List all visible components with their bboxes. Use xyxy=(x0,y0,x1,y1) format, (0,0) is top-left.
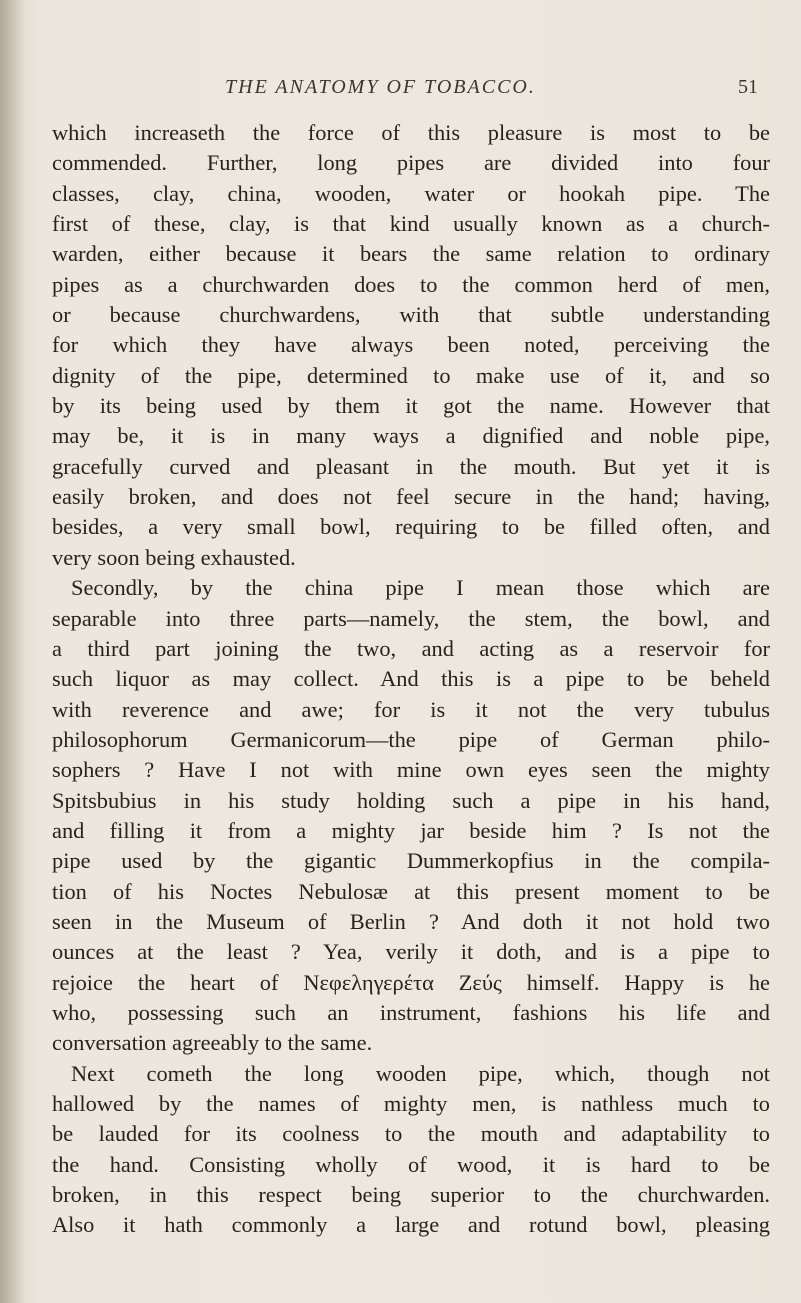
text-line: classes, clay, china, wooden, water or hookah pipe. The xyxy=(52,180,770,206)
text-line: conversation agreeably to the same. xyxy=(52,1030,373,1056)
text-line: warden, either because it bears the same relation to ordinary xyxy=(52,241,770,267)
text-line: who, possessing such an instrument, fashions his life and xyxy=(52,999,770,1025)
text-line: broken, in this respect being superior to the churchwarden. xyxy=(52,1182,770,1208)
text-line: easily broken, and does not feel secure in the hand; having, xyxy=(52,484,770,510)
text-line: a third part joining the two, and acting as a reservoir for xyxy=(52,635,770,661)
text-line: sophers ? Have I not with mine own eyes seen the mighty xyxy=(52,757,770,783)
text-line: which increaseth the force of this pleasure is most to be xyxy=(52,120,770,145)
text-line: may be, it is in many ways a dignified and noble pipe, xyxy=(52,423,770,449)
text-line: by its being used by them it got the name. However that xyxy=(52,393,770,419)
text-line: first of these, clay, is that kind usually known as a church- xyxy=(52,211,770,237)
text-line: Spitsbubius in his study holding such a pipe in his hand, xyxy=(52,787,770,813)
text-line: commended. Further, long pipes are divided into four xyxy=(52,150,770,176)
text-line: rejoice the heart of Νεφεληγερέτα Ζεύς himself. Happy is he xyxy=(52,969,770,995)
paragraph-first-line: Next cometh the long wooden pipe, which, though not xyxy=(71,1060,770,1086)
text-line: gracefully curved and pleasant in the mouth. But yet it is xyxy=(52,453,770,479)
text-line: the hand. Consisting wholly of wood, it is hard to be xyxy=(52,1151,770,1177)
text-line: for which they have always been noted, perceiving the xyxy=(52,332,770,358)
text-line: pipes as a churchwarden does to the common herd of men, xyxy=(52,271,770,297)
text-line: such liquor as may collect. And this is a pipe to be beheld xyxy=(52,666,770,692)
text-line: dignity of the pipe, determined to make use of it, and so xyxy=(52,362,770,388)
text-line: ounces at the least ? Yea, verily it doth, and is a pipe to xyxy=(52,939,770,965)
text-line: or because churchwardens, with that subtle understanding xyxy=(52,302,770,328)
text-line: hallowed by the names of mighty men, is nathless much to xyxy=(52,1091,770,1116)
text-line: be lauded for its coolness to the mouth and adaptability to xyxy=(52,1121,770,1147)
text-line: tion of his Noctes Nebulosæ at this present moment to be xyxy=(52,878,770,904)
text-line: pipe used by the gigantic Dummerkopfius in the compila- xyxy=(52,848,770,874)
text-line: besides, a very small bowl, requiring to be filled often, and xyxy=(52,514,770,540)
page-number: 51 xyxy=(738,76,758,98)
text-line: seen in the Museum of Berlin ? And doth it not hold two xyxy=(52,908,770,934)
paragraph-first-line: Secondly, by the china pipe I mean those which are xyxy=(71,575,770,601)
text-line: with reverence and awe; for is it not the very tubulus xyxy=(52,696,770,722)
body-text xyxy=(52,118,770,1241)
running-title: THE ANATOMY OF TOBACCO. xyxy=(225,76,536,98)
running-head xyxy=(0,76,801,106)
text-line: and filling it from a mighty jar beside him ? Is not the xyxy=(52,817,770,843)
text-line: philosophorum Germanicorum—the pipe of German philo- xyxy=(52,726,770,752)
text-line: Also it hath commonly a large and rotund bowl, pleasing xyxy=(52,1212,770,1238)
binding-gutter-shadow xyxy=(0,0,26,1303)
text-line: very soon being exhausted. xyxy=(52,544,296,570)
text-line: separable into three parts—namely, the stem, the bowl, and xyxy=(52,605,770,631)
